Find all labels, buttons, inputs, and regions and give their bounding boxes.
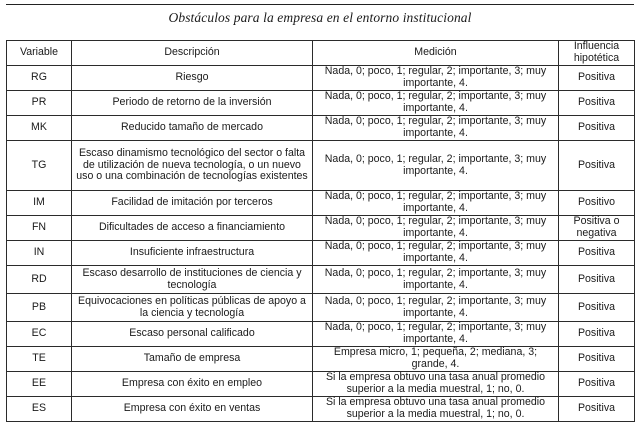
cell-descripcion: Equivocaciones en políticas públicas de apoyo a la ciencia y tecnología: [72, 294, 313, 322]
header-row: [7, 41, 635, 66]
table-row: [7, 241, 635, 266]
cell-influencia: Positivo: [559, 191, 635, 216]
header-variable: Variable: [7, 41, 72, 66]
cell-influencia: Positiva: [559, 397, 635, 422]
cell-medicion: Nada, 0; poco, 1; regular, 2; importante, 3; muy importante, 4.: [313, 141, 559, 191]
cell-descripcion: Periodo de retorno de la inversión: [72, 91, 313, 116]
cell-medicion: Nada, 0; poco, 1; regular, 2; importante, 3; muy importante, 4.: [313, 266, 559, 294]
cell-influencia: Positiva: [559, 372, 635, 397]
cell-descripcion: Tamaño de empresa: [72, 347, 313, 372]
table-row: [7, 116, 635, 141]
cell-medicion: Nada, 0; poco, 1; regular, 2; importante, 3; muy importante, 4.: [313, 216, 559, 241]
cell-variable: TE: [7, 347, 72, 372]
table-row: [7, 294, 635, 322]
cell-descripcion: Escaso dinamismo tecnológico del sector o falta de utilización de nueva tecnología, o un nuevo uso o una combinación de tecnologías existentes: [72, 141, 313, 191]
table-row: [7, 216, 635, 241]
cell-variable: EC: [7, 322, 72, 347]
obstacles-table: [6, 40, 635, 422]
cell-variable: PB: [7, 294, 72, 322]
top-rule: [6, 4, 634, 5]
cell-variable: PR: [7, 91, 72, 116]
cell-influencia: Positiva: [559, 347, 635, 372]
table-row: [7, 372, 635, 397]
cell-influencia: Positiva: [559, 141, 635, 191]
cell-descripcion: Facilidad de imitación por terceros: [72, 191, 313, 216]
cell-variable: MK: [7, 116, 72, 141]
header-influencia: Influencia hipotética: [559, 41, 635, 66]
cell-medicion: Si la empresa obtuvo una tasa anual promedio superior a la media muestral, 1; no, 0.: [313, 372, 559, 397]
cell-influencia: Positiva: [559, 241, 635, 266]
cell-influencia: Positiva: [559, 91, 635, 116]
cell-medicion: Nada, 0; poco, 1; regular, 2; importante, 3; muy importante, 4.: [313, 66, 559, 91]
cell-medicion: Nada, 0; poco, 1; regular, 2; importante, 3; muy importante, 4.: [313, 294, 559, 322]
cell-influencia: Positiva: [559, 294, 635, 322]
cell-variable: FN: [7, 216, 72, 241]
table-row: [7, 91, 635, 116]
table-row: [7, 347, 635, 372]
header-descripcion: Descripción: [72, 41, 313, 66]
cell-descripcion: Reducido tamaño de mercado: [72, 116, 313, 141]
table-row: [7, 266, 635, 294]
cell-medicion: Nada, 0; poco, 1; regular, 2; importante, 3; muy importante, 4.: [313, 191, 559, 216]
cell-variable: RG: [7, 66, 72, 91]
cell-medicion: Nada, 0; poco, 1; regular, 2; importante, 3; muy importante, 4.: [313, 116, 559, 141]
cell-influencia: Positiva: [559, 266, 635, 294]
cell-influencia: Positiva: [559, 66, 635, 91]
cell-medicion: Nada, 0; poco, 1; regular, 2; importante, 3; muy importante, 4.: [313, 91, 559, 116]
cell-variable: ES: [7, 397, 72, 422]
cell-variable: TG: [7, 141, 72, 191]
cell-medicion: Nada, 0; poco, 1; regular, 2; importante, 3; muy importante, 4.: [313, 322, 559, 347]
cell-influencia: Positiva: [559, 322, 635, 347]
cell-descripcion: Escaso desarrollo de instituciones de ciencia y tecnología: [72, 266, 313, 294]
cell-descripcion: Dificultades de acceso a financiamiento: [72, 216, 313, 241]
cell-descripcion: Empresa con éxito en empleo: [72, 372, 313, 397]
cell-medicion: Si la empresa obtuvo una tasa anual promedio superior a la media muestral, 1; no, 0.: [313, 397, 559, 422]
cell-descripcion: Insuficiente infraestructura: [72, 241, 313, 266]
table-row: [7, 322, 635, 347]
cell-medicion: Empresa micro, 1; pequeña, 2; mediana, 3; grande, 4.: [313, 347, 559, 372]
cell-descripcion: Empresa con éxito en ventas: [72, 397, 313, 422]
cell-variable: RD: [7, 266, 72, 294]
cell-descripcion: Riesgo: [72, 66, 313, 91]
cell-variable: IM: [7, 191, 72, 216]
table-row: [7, 397, 635, 422]
table-row: [7, 191, 635, 216]
header-medicion: Medición: [313, 41, 559, 66]
cell-descripcion: Escaso personal calificado: [72, 322, 313, 347]
table-row: [7, 141, 635, 191]
cell-medicion: Nada, 0; poco, 1; regular, 2; importante, 3; muy importante, 4.: [313, 241, 559, 266]
table-caption: Obstáculos para la empresa en el entorno institucional: [168, 10, 472, 25]
cell-variable: IN: [7, 241, 72, 266]
cell-variable: EE: [7, 372, 72, 397]
table-row: [7, 66, 635, 91]
cell-influencia: Positiva: [559, 116, 635, 141]
cell-influencia: Positiva o negativa: [559, 216, 635, 241]
